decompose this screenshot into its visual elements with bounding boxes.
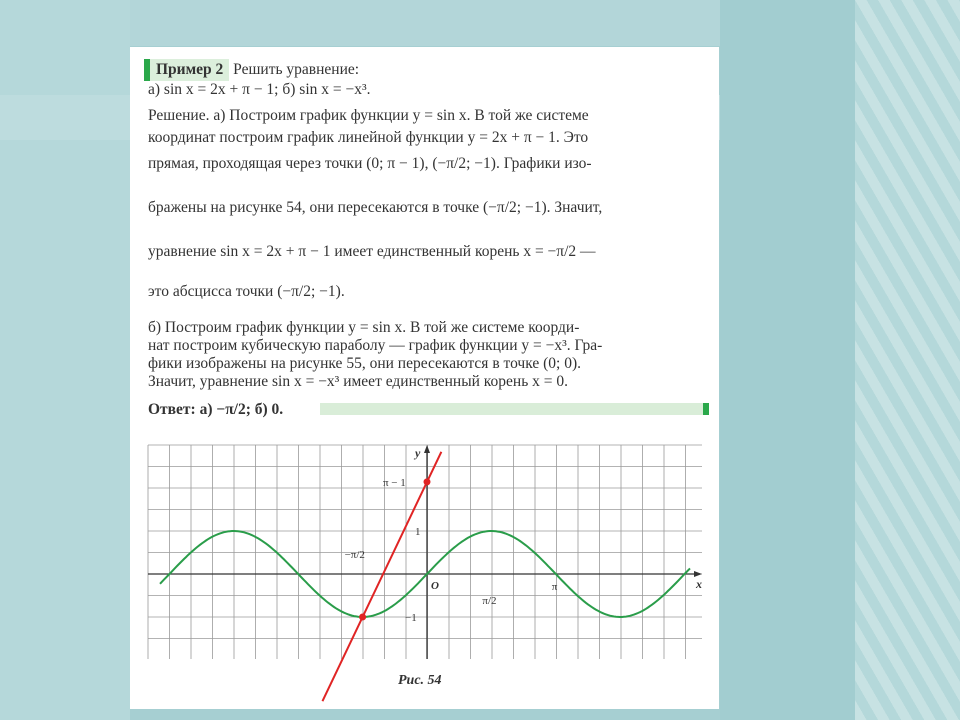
- textbook-page: [130, 47, 719, 709]
- example-tag: Пример 2: [144, 59, 229, 81]
- figure-graph: [130, 47, 719, 709]
- solution-line-10: Значит, уравнение sin x = −x³ имеет единственный корень x = 0.: [148, 373, 569, 390]
- tick-label-pi: π: [551, 581, 558, 593]
- origin-label: O: [431, 580, 439, 592]
- solution-line-5: уравнение sin x = 2x + π − 1 имеет единственный корень x = −π/2 —: [148, 243, 596, 260]
- x-axis-label: x: [696, 577, 702, 591]
- tick-label-pi-half: π/2: [482, 595, 497, 607]
- grid: [148, 445, 702, 659]
- y-axis-label: y: [415, 446, 421, 460]
- task-line: а) sin x = 2x + π − 1; б) sin x = −x³.: [148, 81, 371, 98]
- solution-line-2: координат построим график линейной функции y = 2x + π − 1. Это: [148, 129, 589, 146]
- tick-label-1: 1: [415, 526, 421, 538]
- answer-text: Ответ: а) −π/2; б) 0.: [148, 401, 284, 418]
- solution-line-9: фики изображены на рисунке 55, они пересекаются в точке (0; 0).: [148, 355, 582, 372]
- intersection-point-y-axis: [424, 478, 431, 485]
- y-axis-arrow: [424, 445, 430, 453]
- tick-label-minus-pi-half: −π/2: [344, 549, 365, 561]
- tick-label-minus-1: −1: [405, 612, 417, 624]
- solution-line-8: нат построим кубическую параболу — график функции y = −x³. Гра-: [148, 337, 603, 354]
- tick-label-pi-minus-1: π − 1: [383, 476, 406, 489]
- solution-line-6: это абсцисса точки (−π/2; −1).: [148, 283, 345, 300]
- task-title: Решить уравнение:: [233, 61, 360, 78]
- solution-line-7: б) Построим график функции y = sin x. В той же системе коорди-: [148, 319, 580, 336]
- background-pattern: [855, 0, 960, 720]
- solution-line-1: Решение. а) Построим график функции y = sin x. В той же системе: [148, 107, 589, 124]
- figure-caption: Рис. 54: [398, 673, 442, 688]
- intersection-point: [359, 614, 366, 621]
- solution-line-3: прямая, проходящая через точки (0; π − 1), (−π/2; −1). Графики изо-: [148, 155, 592, 172]
- axes: [148, 445, 702, 659]
- solution-line-4: бражены на рисунке 54, они пересекаются в точке (−π/2; −1). Значит,: [148, 199, 603, 216]
